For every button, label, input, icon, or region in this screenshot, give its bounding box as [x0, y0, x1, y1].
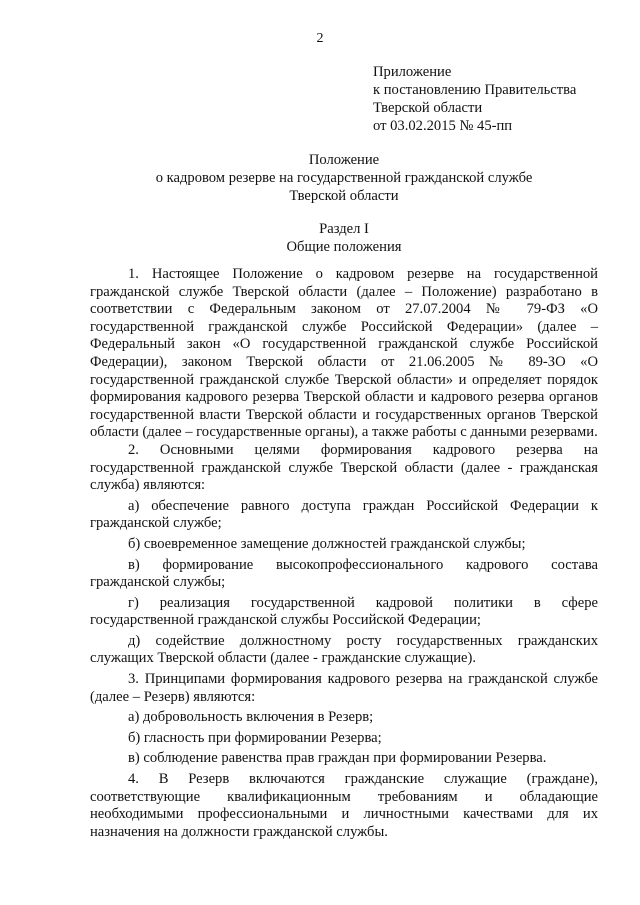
section-name: Общие положения [286, 239, 402, 255]
page-number: 2 [316, 31, 324, 46]
appendix-header [373, 63, 633, 135]
section-number: Раздел I [319, 221, 369, 237]
section-heading [90, 220, 598, 256]
paragraph: 4. В Резерв включаются гражданские служащие (граждане), соответствующие квалификационным требованиям и обладающие необходимыми профессиональными и личностными качествами для их назначения на должности гражданской службы. [90, 771, 598, 840]
paragraph: в) соблюдение равенства прав граждан при формировании Резерва. [128, 750, 547, 767]
paragraph: г) реализация государственной кадровой политики в сфере государственной гражданской службы Российской Федерации; [90, 594, 598, 629]
document-title [90, 151, 598, 205]
appendix-line: от 03.02.2015 № 45-пп [373, 118, 513, 134]
paragraph: 1. Настоящее Положение о кадровом резерве на государственной гражданской службе Тверской области (далее – Положение) разработано в соответствии с Федеральным законом от 27.07.2004 № 79-ФЗ «О государственной гражданской службе Российской Федерации» (далее – Федеральный закон «О государственной гражданской службе Российской Федерации), законом Тверской области от 21.06.2005 № 89-ЗО «О государственной гражданской службе Тверской области» и определяет порядок формирования кадрового резерва Тверской области и кадрового резерва органов государственной власти Тверской области и государственных органов Тверской области (далее – государственные органы), а также работы с данными резервами. [90, 266, 598, 441]
paragraph: б) гласность при формировании Резерва; [128, 729, 382, 746]
paragraph: а) обеспечение равного доступа граждан Российской Федерации к гражданской службе; [90, 497, 598, 532]
paragraph: б) своевременное замещение должностей гражданской службы; [128, 535, 526, 552]
appendix-line: Приложение [373, 64, 452, 80]
appendix-line: Тверской области [373, 100, 483, 116]
appendix-line: к постановлению Правительства [373, 82, 577, 98]
title-line: о кадровом резерве на государственной гражданской службе [155, 170, 533, 186]
paragraph: 3. Принципами формирования кадрового резерва на гражданской службе (далее – Резерв) являются: [90, 671, 598, 705]
title-line: Положение [308, 152, 380, 168]
document-body [90, 266, 598, 841]
paragraph: 2. Основными целями формирования кадрового резерва на государственной гражданской службе Тверской области (далее - гражданская служба) являются: [90, 441, 598, 494]
title-line: Тверской области [289, 188, 399, 204]
paragraph: в) формирование высокопрофессионального кадрового состава гражданской службы; [90, 556, 598, 591]
paragraph: а) добровольность включения в Резерв; [128, 709, 374, 726]
paragraph: д) содействие должностному росту государственных гражданских служащих Тверской области (далее - гражданские служащие). [90, 632, 598, 667]
